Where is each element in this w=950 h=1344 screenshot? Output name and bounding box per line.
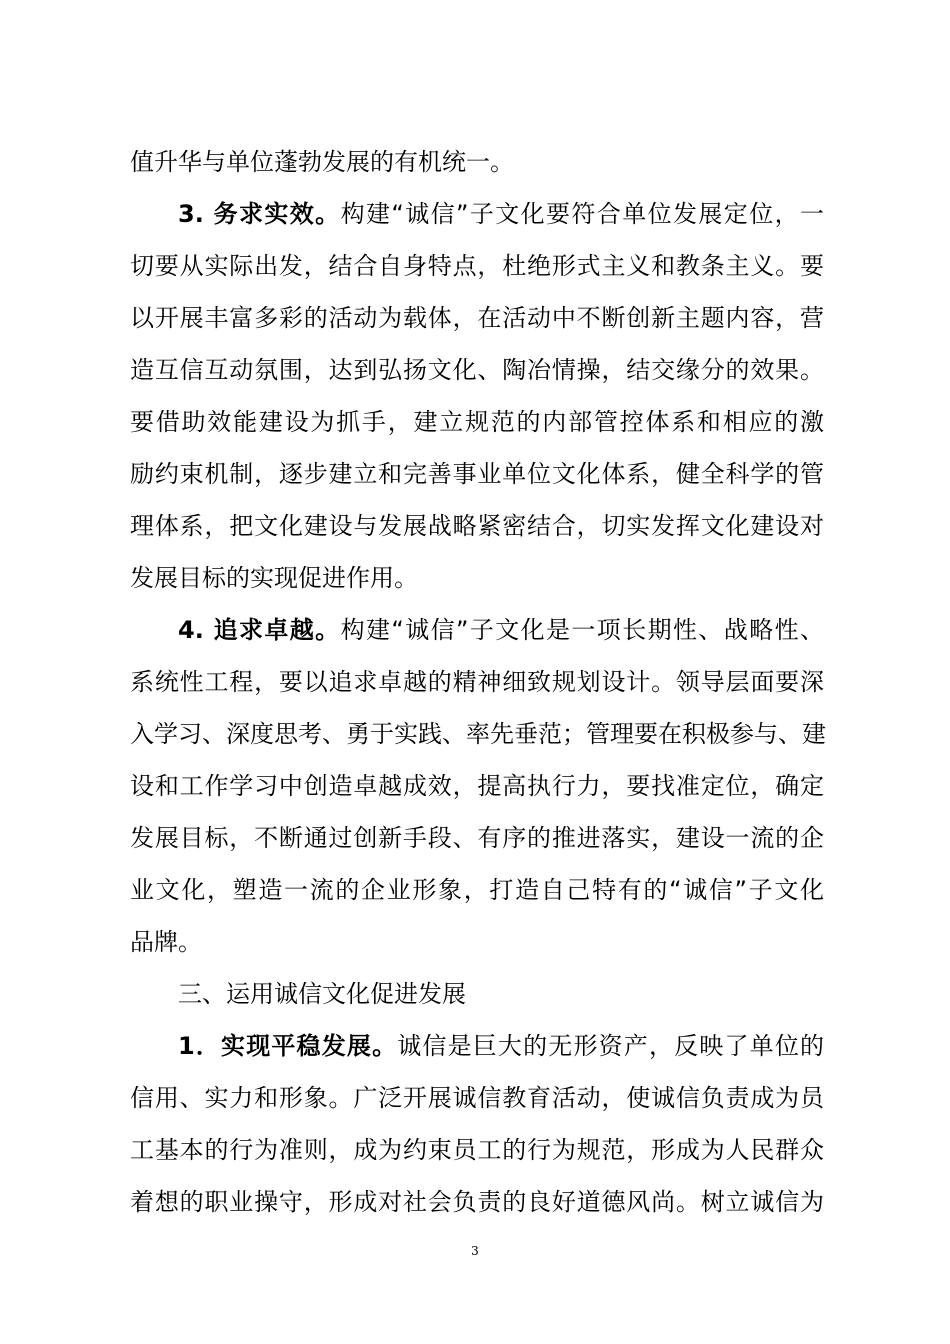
paragraph-line: 入学习、深度思考、勇于实践、率先垂范；管理要在积极参与、建 [130,720,826,748]
paragraph-line: 理体系，把文化建设与发展战略紧密结合，切实发挥文化建设对 [130,512,824,540]
paragraph-line: 1．实现平稳发展。诚信是巨大的无形资产，反映了单位的 [178,1032,824,1060]
section-lead: 3. 务求实效。 [178,200,341,228]
paragraph-line: 值升华与单位蓬勃发展的有机统一。 [130,148,514,176]
paragraph-line: 设和工作学习中创造卓越成效，提高执行力，要找准定位，确定 [130,772,824,800]
paragraph-line: 工基本的行为准则，成为约束员工的行为规范，形成为人民群众 [130,1136,824,1164]
paragraph-line: 3. 务求实效。构建“诚信”子文化要符合单位发展定位，一 [178,200,824,228]
paragraph-line: 着想的职业操守，形成对社会负责的良好道德风尚。树立诚信为 [130,1188,824,1216]
paragraph-line: 发展目标，不断通过创新手段、有序的推进落实，建设一流的企 [130,824,824,852]
paragraph-line: 品牌。 [130,928,202,956]
section-lead: 4. 追求卓越。 [178,616,341,644]
paragraph-line: 以开展丰富多彩的活动为载体，在活动中不断创新主题内容，营 [130,304,824,332]
paragraph-line: 造互信互动氛围，达到弘扬文化、陶冶情操，结交缘分的效果。 [130,356,824,384]
page-number: 3 [471,1244,479,1258]
section-lead: 1．实现平稳发展。 [178,1032,398,1060]
paragraph-line: 发展目标的实现促进作用。 [130,564,418,592]
paragraph-line: 要借助效能建设为抓手，建立规范的内部管控体系和相应的激 [130,408,824,436]
paragraph-line: 信用、实力和形象。广泛开展诚信教育活动，使诚信负责成为员 [130,1084,824,1112]
paragraph-line: 系统性工程，要以追求卓越的精神细致规划设计。领导层面要深 [130,668,824,696]
paragraph-line: 业文化，塑造一流的企业形象，打造自己特有的“诚信”子文化 [130,876,824,904]
section-heading: 三、运用诚信文化促进发展 [178,980,466,1008]
paragraph-line: 励约束机制，逐步建立和完善事业单位文化体系，健全科学的管 [130,460,824,488]
paragraph-line: 切要从实际出发，结合自身特点，杜绝形式主义和教条主义。要 [130,252,824,280]
paragraph-line: 4. 追求卓越。构建“诚信”子文化是一项长期性、战略性、 [178,616,824,644]
